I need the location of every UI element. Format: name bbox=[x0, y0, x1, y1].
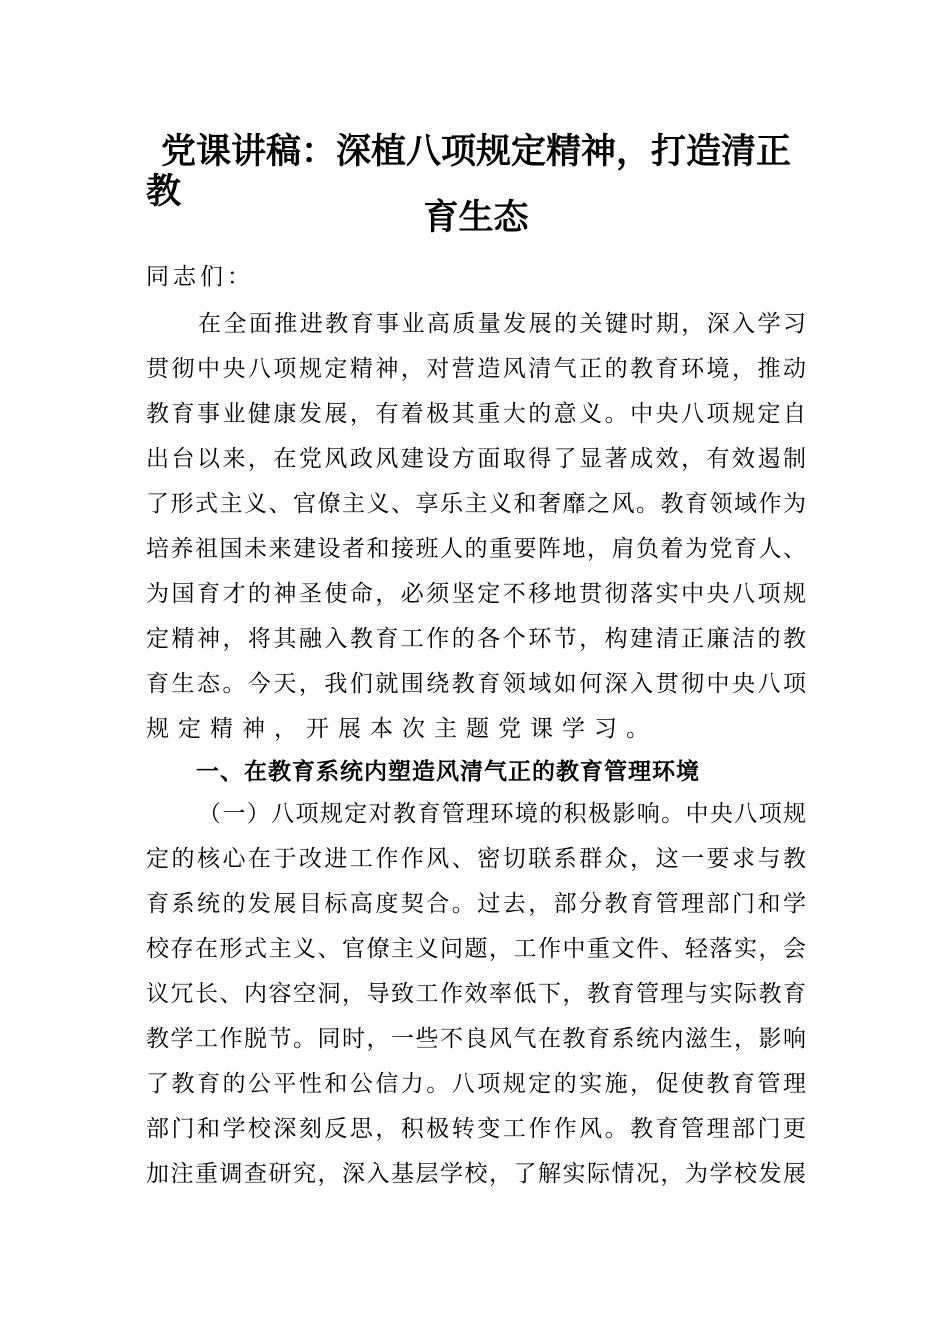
text-line: 规定精神，开展本次主题党课学习。 bbox=[146, 716, 658, 742]
text-line: 校存在形式主义、官僚主义问题，工作中重文件、轻落实，会 bbox=[146, 936, 806, 962]
text-line: 了形式主义、官僚主义、享乐主义和奢靡之风。教育领域作为 bbox=[146, 491, 806, 517]
document-title-line-2: 育生态 bbox=[423, 197, 529, 238]
text-line: 定的核心在于改进工作作风、密切联系群众，这一要求与教 bbox=[146, 846, 806, 872]
section-heading-1: 一、在教育系统内塑造风清气正的教育管理环境 bbox=[196, 758, 700, 785]
document-title-line-1: 党课讲稿：深植八项规定精神，打造清正教 bbox=[146, 131, 791, 212]
text-line: （一）八项规定对教育管理环境的积极影响。中央八项规 bbox=[198, 801, 806, 827]
salutation: 同志们： bbox=[146, 264, 254, 290]
document-body bbox=[146, 302, 806, 1197]
text-line: 教学工作脱节。同时，一些不良风气在教育系统内滋生，影响 bbox=[146, 1026, 806, 1052]
text-line: 培养祖国未来建设者和接班人的重要阵地，肩负着为党育人、 bbox=[146, 536, 806, 562]
text-line: 议冗长、内容空洞，导致工作效率低下，教育管理与实际教育 bbox=[146, 981, 806, 1007]
text-line: 育系统的发展目标高度契合。过去，部分教育管理部门和学 bbox=[146, 891, 806, 917]
paragraph-section-1-1 bbox=[146, 792, 806, 1197]
text-line: 为国育才的神圣使命，必须坚定不移地贯彻落实中央八项规 bbox=[146, 581, 806, 607]
text-line: 教育事业健康发展，有着极其重大的意义。中央八项规定自 bbox=[146, 401, 806, 427]
paragraph-intro bbox=[146, 302, 806, 752]
text-line: 在全面推进教育事业高质量发展的关键时期，深入学习 bbox=[198, 311, 806, 337]
text-line: 部门和学校深刻反思，积极转变工作作风。教育管理部门更 bbox=[146, 1116, 806, 1142]
text-line: 定精神，将其融入教育工作的各个环节，构建清正廉洁的教 bbox=[146, 626, 806, 652]
text-line: 贯彻中央八项规定精神，对营造风清气正的教育环境，推动 bbox=[146, 356, 806, 382]
text-line: 育生态。今天，我们就围绕教育领域如何深入贯彻中央八项 bbox=[146, 671, 806, 697]
text-line: 了教育的公平性和公信力。八项规定的实施，促使教育管理 bbox=[146, 1071, 806, 1097]
text-line: 出台以来，在党风政风建设方面取得了显著成效，有效遏制 bbox=[146, 446, 806, 472]
text-line: 加注重调查研究，深入基层学校，了解实际情况，为学校发展 bbox=[146, 1161, 806, 1187]
